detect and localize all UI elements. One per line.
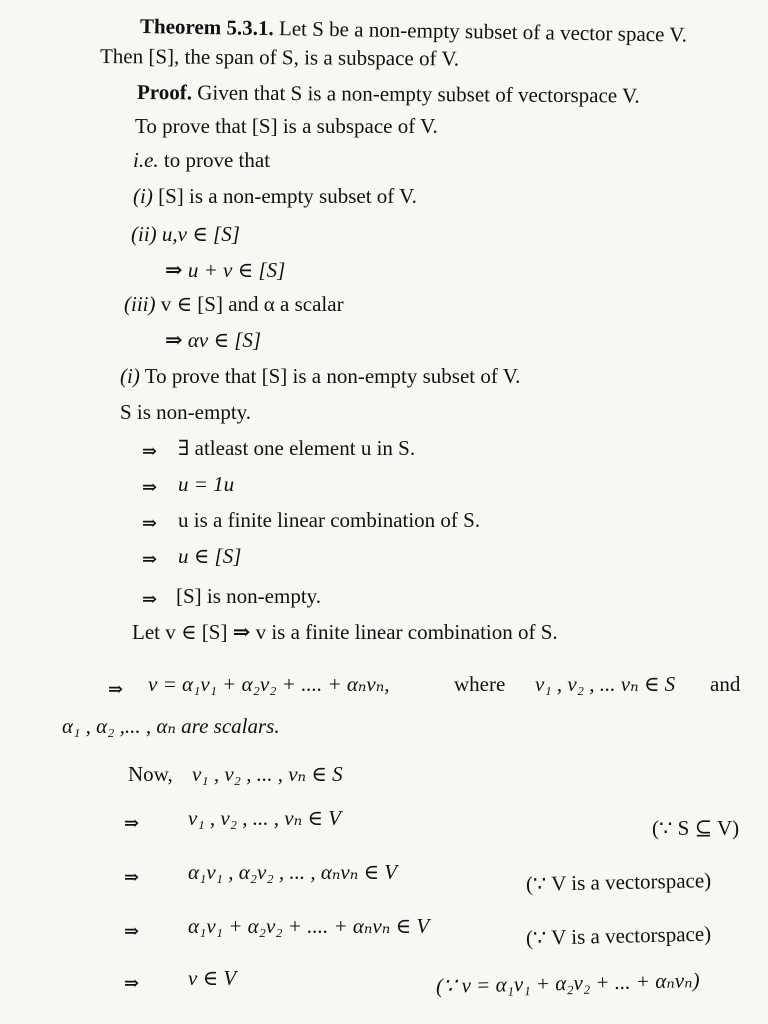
now-word: Now, [128, 762, 173, 786]
condition-ii-implication [165, 260, 285, 281]
let-v-rest: v is a finite linear combination of S. [255, 620, 558, 644]
reason-2: (∵ V is a vectorspace) [525, 868, 712, 896]
condition-iii [124, 294, 344, 315]
step-4: u ∈ [S] [178, 544, 242, 568]
condition-iii-implies: αv ∈ [S] [187, 328, 262, 352]
implies-arrow: ⇒ [142, 441, 158, 461]
scalars-line: α₁ , α₂ ,... , αₙ are scalars. [62, 714, 280, 738]
condition-i-text: [S] is a non-empty subset of V. [158, 184, 417, 208]
proof-line-given [137, 82, 640, 107]
implication-3: α₁v₁ + α₂v₂ + .... + αₙvₙ ∈ V [188, 914, 430, 938]
condition-ii [131, 224, 240, 245]
implication-2: α₁v₁ , α₂v₂ , ... , αₙvₙ ∈ V [188, 860, 398, 884]
implies-arrow: ⇒ [165, 258, 183, 282]
condition-iii-implication [165, 330, 261, 351]
implies-arrow: ⇒ [124, 973, 140, 993]
reason-4: (∵ v = α₁v₁ + α₂v₂ + ... + αₙvₙ) [435, 968, 700, 998]
implies-arrow: ⇒ [124, 867, 140, 887]
implies-arrow: ⇒ [124, 813, 140, 833]
step-2: u = 1u [178, 472, 235, 496]
implies-arrow: ⇒ [165, 328, 183, 352]
now-line [128, 764, 343, 785]
theorem-heading: Theorem 5.3.1. [139, 14, 274, 41]
ie-prefix: i.e. [133, 148, 159, 172]
part-i-label: (i) [120, 364, 140, 388]
condition-i [133, 186, 417, 207]
implication-4: v ∈ V [188, 966, 237, 990]
implies-arrow: ⇒ [232, 620, 251, 644]
v-expansion: v = α₁v₁ + α₂v₂ + .... + αₙvₙ, [148, 672, 390, 696]
step-3: u is a finite linear combination of S. [178, 508, 481, 532]
theorem-line-2: Then [S], the span of S, is a subspace of V. [99, 44, 460, 71]
let-v-line [132, 622, 558, 643]
let-v: Let v ∈ [S] [132, 620, 228, 644]
and-word: and [710, 672, 741, 696]
implies-arrow: ⇒ [124, 921, 140, 941]
proof-given: Given that S is a non-empty subset of vectorspace V. [197, 80, 640, 108]
condition-ii-label: (ii) [131, 222, 157, 246]
theorem-line-1 [140, 16, 687, 46]
proof-to-prove: To prove that [S] is a subspace of V. [135, 114, 438, 138]
condition-iii-label: (iii) [124, 292, 156, 316]
implies-arrow: ⇒ [108, 679, 124, 699]
step-5: [S] is non-empty. [176, 584, 322, 608]
s-nonempty: S is non-empty. [120, 400, 252, 424]
now-set: v₁ , v₂ , ... , vₙ ∈ S [191, 762, 343, 786]
condition-i-label: (i) [133, 184, 153, 208]
part-i-text: To prove that [S] is a non-empty subset of V. [144, 364, 521, 388]
reason-1: (∵ S ⊆ V) [652, 816, 740, 840]
implies-arrow: ⇒ [142, 513, 158, 533]
implies-arrow: ⇒ [142, 477, 158, 497]
theorem-text-1: Let S be a non-empty subset of a vector space V. [278, 16, 688, 47]
condition-ii-text: u,v ∈ [S] [161, 222, 240, 246]
where-word: where [454, 672, 506, 696]
proof-ie-line [133, 150, 270, 171]
ie-text: to prove that [163, 148, 271, 172]
part-i-heading [120, 366, 520, 387]
reason-3: (∵ V is a vectorspace) [525, 921, 712, 950]
implies-arrow: ⇒ [142, 589, 158, 609]
condition-ii-implies: u + v ∈ [S] [187, 258, 286, 282]
condition-iii-text: v ∈ [S] and α a scalar [160, 292, 344, 316]
step-1: ∃ atleast one element u in S. [178, 436, 416, 460]
implication-1: v₁ , v₂ , ... , vₙ ∈ V [188, 806, 341, 830]
proof-heading: Proof. [136, 80, 193, 105]
implies-arrow: ⇒ [142, 549, 158, 569]
where-set: v₁ , v₂ , ... vₙ ∈ S [535, 672, 676, 696]
